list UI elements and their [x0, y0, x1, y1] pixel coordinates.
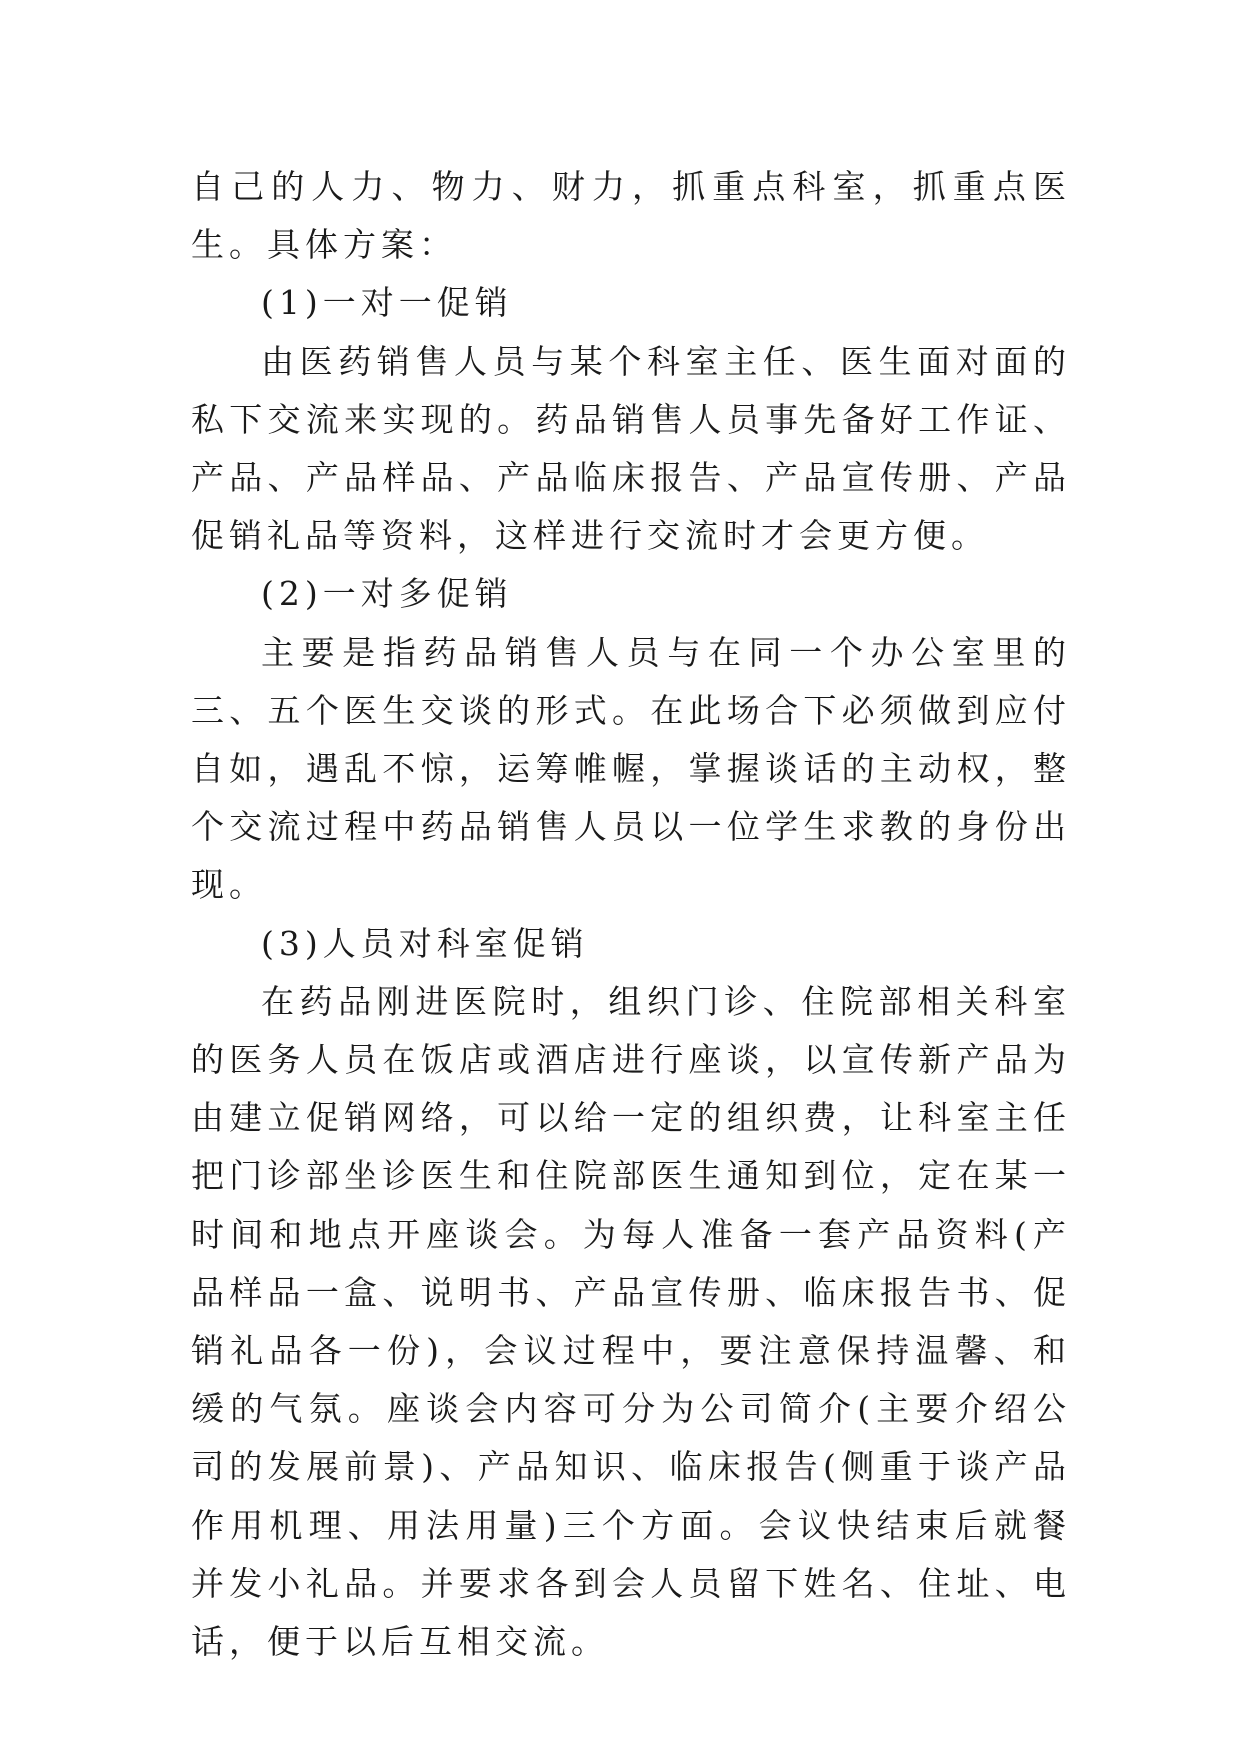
document-body	[191, 158, 1071, 1671]
paragraph-staff-to-department: 在药品刚进医院时，组织门诊、住院部相关科室的医务人员在饭店或酒店进行座谈，以宣传新产品为由建立促销网络，可以给一定的组织费，让科室主任把门诊部坐诊医生和住院部医生通知到位，定在某一时间和地点开座谈会。为每人准备一套产品资料(产品样品一盒、说明书、产品宣传册、临床报告书、促销礼品各一份)，会议过程中，要注意保持温馨、和缓的气氛。座谈会内容可分为公司简介(主要介绍公司的发展前景)、产品知识、临床报告(侧重于谈产品作用机理、用法用量)三个方面。会议快结束后就餐并发小礼品。并要求各到会人员留下姓名、住址、电话，便于以后互相交流。	[191, 981, 1071, 1662]
paragraph-intro: 自己的人力、物力、财力，抓重点科室，抓重点医生。具体方案：	[191, 167, 1071, 265]
heading-staff-to-department: (3)人员对科室促销	[261, 923, 589, 963]
paragraph-one-to-one: 由医药销售人员与某个科室主任、医生面对面的私下交流来实现的。药品销售人员事先备好工作证、产品、产品样品、产品临床报告、产品宣传册、产品促销礼品等资料，这样进行交流时才会更方便。	[191, 341, 1071, 556]
heading-one-to-one: (1)一对一促销	[261, 283, 513, 323]
heading-one-to-many: (2)一对多促销	[261, 574, 513, 614]
paragraph-one-to-many: 主要是指药品销售人员与在同一个办公室里的三、五个医生交谈的形式。在此场合下必须做到应付自如，遇乱不惊，运筹帷幄，掌握谈话的主动权，整个交流过程中药品销售人员以一位学生求教的身份出现。	[191, 632, 1071, 905]
